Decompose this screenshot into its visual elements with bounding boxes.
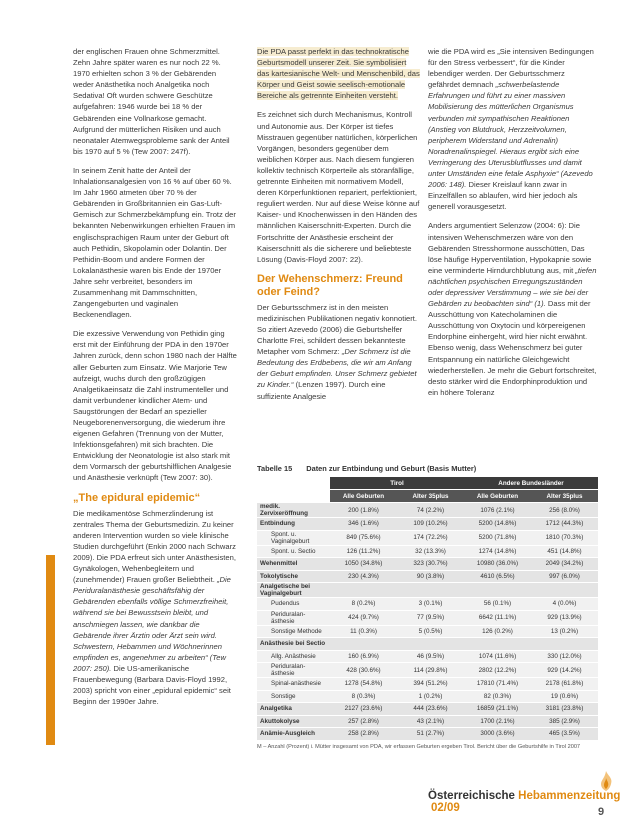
table-cell <box>464 638 531 651</box>
row-label: medik. Zervixeröffnung <box>257 503 330 518</box>
paragraph <box>257 302 420 402</box>
table-row <box>257 558 598 571</box>
table-row <box>257 583 598 598</box>
table-row <box>257 650 598 663</box>
table-row <box>257 703 598 716</box>
table-cell <box>330 638 397 651</box>
paragraph: Es zeichnet sich durch Mechanismus, Kontroll und Autonomie aus. Der Körper ist tiefes Misstrauen gegenüber natürlichen, körperlichen Vorgängen, besonders gegenüber dem weiblichen Körper aus. Nach diesem fungieren kollektiv technisch Körperteile als störanfällige, getrennte Einheiten mit normativem Modell, deren Körperfunktionen repariert, perfektioniert, reguliert werden. Nur auf diese Weise könne auf Kaiser- und Knochenwissen in den Händen des männlichen Kaiserschnitt-Experten. Durch die Fortschritte der Anästhesie erscheint der Kaiserschnitt als die sicherere und beliebteste Lösung (Davis-Floyd 2007: 22). <box>257 110 420 264</box>
magazine-name-accent: Hebammenzeitung <box>518 790 621 802</box>
row-label: Spont. u. Sectio <box>257 545 330 558</box>
text-column-1 <box>73 46 237 715</box>
table-cell: 2049 (34.2%) <box>531 558 598 571</box>
table-cell: 46 (9.5%) <box>397 650 464 663</box>
table-row <box>257 530 598 545</box>
table-row <box>257 625 598 638</box>
table-cell: 114 (29.8%) <box>397 663 464 678</box>
table-number: Tabelle 15 <box>257 464 293 473</box>
table-cell: 4610 (6.5%) <box>464 570 531 583</box>
row-label: Analgetika <box>257 703 330 716</box>
highlighted-text: Die PDA passt perfekt in das technokratische Geburtsmodell unserer Zeit. Sie symbolisiert das kartesianische Welt- und Menschenbild, das Körper und Geist sowie seelisch-emotionale Bereiche als getrennte Einheiten versteht. <box>257 47 420 101</box>
table-cell: 32 (13.3%) <box>397 545 464 558</box>
table-cell: 849 (75.6%) <box>330 530 397 545</box>
paragraph-text: Die medikamentöse Schmerzlinderung ist zentrales Thema der Geburtsmedizin. Zu keiner anderen Intervention wurden so viele klinische Studien durchgeführt (Enkin 2000 nach Schwarz 2009). Die PDA erfreut sich unter Anästhesisten, Gynäkologen, Wehenbegleitern und (zunehmender) Frauen großer Beliebtheit. <box>73 508 236 585</box>
row-label: Anämie-Ausgleich <box>257 728 330 741</box>
table-cell: 1 (0.2%) <box>397 690 464 703</box>
table-cell: 8 (0.3%) <box>330 690 397 703</box>
paragraph-text: Die US-amerikanische Frauenbewegung (Barbara Davis-Floyd 1992, 2003) spricht von einer „epidural epidemic“ seit Beginn der 1990er Jahre. <box>73 663 231 707</box>
column-header: Alter 35plus <box>531 490 598 503</box>
table-cell: 1712 (44.3%) <box>531 518 598 531</box>
table-cell: 74 (2.2%) <box>397 503 464 518</box>
table-cell <box>397 638 464 651</box>
table-cell: 90 (3.8%) <box>397 570 464 583</box>
table-cell: 3 (0.1%) <box>397 598 464 611</box>
row-label: Sonstige <box>257 690 330 703</box>
table-cell: 1076 (2.1%) <box>464 503 531 518</box>
table-cell: 126 (11.2%) <box>330 545 397 558</box>
table-cell: 997 (6.0%) <box>531 570 598 583</box>
flame-logo-icon <box>598 770 614 792</box>
table-cell: 929 (13.9%) <box>531 610 598 625</box>
quote-text: „Die Periduralanästhesie geschäftsfähig der Gebärenden ebenfalls völlige Schmerzfreiheit, während sie bei Bewusstsein bleibt, und anschmiegen lassen, wie dankbar die Gebärende ihrer Ärztin oder Ärzt sein wird. Schwestern, Hebammen und Wöchnerinnen empfinden es, angenehmer zu arbeiten“ (Tew 2007: 250). <box>73 575 231 673</box>
table-cell <box>397 583 464 598</box>
table-cell: 8 (0.2%) <box>330 598 397 611</box>
paragraph-text: (Lenzen 1997). Durch eine suffiziente Analgesie <box>257 380 386 401</box>
table-cell <box>464 583 531 598</box>
table-cell: 1274 (14.8%) <box>464 545 531 558</box>
table-row <box>257 728 598 741</box>
page-number: 9 <box>598 806 605 818</box>
data-table-block <box>257 464 598 751</box>
table-row <box>257 545 598 558</box>
table-row <box>257 598 598 611</box>
table-cell: 1050 (34.8%) <box>330 558 397 571</box>
table-cell: 258 (2.8%) <box>330 728 397 741</box>
table-cell <box>330 583 397 598</box>
table-header-row <box>257 490 598 503</box>
table-row <box>257 638 598 651</box>
quote-text: „Der Schmerz ist die Bedeutung des Erdbebens, die wir am Anfang der Geburt empfinden. Unser Schmerz gebietet zu Kinder.“ <box>257 347 417 390</box>
table-cell: 3000 (3.6%) <box>464 728 531 741</box>
table-cell: 19 (0.6%) <box>531 690 598 703</box>
table-cell: 424 (9.7%) <box>330 610 397 625</box>
section-heading-epidural: „The epidural epidemic“ <box>73 491 201 504</box>
paragraph <box>428 220 598 398</box>
table-cell: 82 (0.3%) <box>464 690 531 703</box>
paragraph-text: wie die PDA wird es „Sie intensiven Bedingungen für den Stress verbessert“, für die Kinder lebendiger werden. Der Geburtsschmerz gefährdet demnach <box>428 47 594 90</box>
row-label: Periduralan-ästhesie <box>257 663 330 678</box>
table-group-header: Andere Bundesländer <box>464 477 598 490</box>
table-cell: 51 (2.7%) <box>397 728 464 741</box>
table-group-header-row <box>257 477 598 490</box>
table-cell: 5 (0.5%) <box>397 625 464 638</box>
paragraph-text: Dieser Kreislauf kann zwar in Einzelfällen so ablaufen, wird hier jedoch als generell vorausgesetzt. <box>428 180 578 212</box>
row-label: Analgetische bei Vaginalgeburt <box>257 583 330 598</box>
paragraph-text: Der Geburtsschmerz ist in den meisten medizinischen Publikationen negativ konnotiert. So zitiert Azevedo (2006) die Geburtshelfer Charlotte Frei, schildert dessen bekannteste Metapher vom Schmerz: <box>257 302 417 357</box>
table-row <box>257 610 598 625</box>
paragraph-text: Anders argumentiert Selenzow (2004: 6): Die intensiven Wehenschmerzen wäre von den Gebärenden Stresshormone ausschütten, Das löse häufige Hyperventilation, Hypokapnie sowie eine verminderte Hirndurchblutung aus, mit <box>428 221 592 275</box>
paragraph <box>428 46 598 212</box>
table-cell: 2178 (61.8%) <box>531 678 598 691</box>
row-label: Spont. u. Vaginalgeburt <box>257 530 330 545</box>
table-cell: 174 (72.2%) <box>397 530 464 545</box>
table-cell: 43 (2.1%) <box>397 715 464 728</box>
paragraph: In seinem Zenit hatte der Anteil der Inhalationsanalgesien von 16 % auf über 60 %. Im Jahr 1960 atmeten über 70 % der Gebärenden in Großbritannien ein Gas-Luft-Gemisch zur Schmerzbekämpfung ein. Trotz der bekannten Nebenwirkungen erhielten Frauen im englischsprachigen Raum unter der Geburt oft auch Pethidin, Skopolamin oder Dolantin. Der Pethidin-Boom und andere Formen der Lokalanästhesie waren bis Ende der 1970er Jahre sehr verbreitet, besonders im Zusammenhang mit Dammschnitten, Zangengeburten und vaginalen Beckenendlagen. <box>73 165 236 320</box>
quote-text: „tiefen nächtlichen psychischen Erregungszuständen oder depressiver Verstimmung – wie sie bei der Gebärden zu beobachten sind“ (1). <box>428 265 597 309</box>
table-cell: 126 (0.2%) <box>464 625 531 638</box>
table-cell: 3181 (23.8%) <box>531 703 598 716</box>
table-cell: 330 (12.0%) <box>531 650 598 663</box>
row-label: Sonstige Methode <box>257 625 330 638</box>
table-cell: 256 (8.0%) <box>531 503 598 518</box>
table-row <box>257 690 598 703</box>
paragraph: Die exzessive Verwendung von Pethidin ging erst mit der Einführung der PDA in den 1970er Jahren zurück, denn schon 1980 nach der Hälfte aller Geburten zum Einsatz. Wie Marjorie Tew aufzeigt, wuchs durch den großzügigen Analgetikaeinsatz die Zahl instrumenteller und damit verbundener kindlicher Atem- und Saugstörungen der Bedarf an spezieller Neugeborenenversorgung, die wiederum ihre eigenen Gefahren (Trennung von der Mutter, Infektionsgefahren) mit sich brachten. Die Entwicklung der Neonatologie ist also stark mit dem Vormarsch der geburtshilflichen Analgesie und Anästhesie verknüpft (Tew 2007: 30). <box>73 329 237 483</box>
section-heading-wehenschmerz: Der Wehenschmerz: Freund oder Feind? <box>257 272 403 298</box>
row-label: Entbindung <box>257 518 330 531</box>
table-cell: 444 (23.6%) <box>397 703 464 716</box>
paragraph-text: Dass mit der Ausschüttung von Katecholaminen die Ausschüttung von Oxytocin und körpereigenen Endorphine einhergeht, wird hier nicht erwähnt. Ebenso wenig, dass Wehenschmerz bei guter Entspannung ein natürliche Gleichgewicht wiederherstellen. Je mehr die Geburt fortschreitet, desto stärker wird die Endorphinproduktion und ein höhere Toleranz <box>428 299 597 397</box>
table-cell: 230 (4.3%) <box>330 570 397 583</box>
row-label: Pudendus <box>257 598 330 611</box>
table-cell: 5200 (71.8%) <box>464 530 531 545</box>
table-cell: 10980 (36.0%) <box>464 558 531 571</box>
table-cell: 1278 (54.8%) <box>330 678 397 691</box>
column-header: Alter 35plus <box>397 490 464 503</box>
table-cell <box>531 638 598 651</box>
table-cell: 323 (30.7%) <box>397 558 464 571</box>
table-caption: Daten zur Entbindung und Geburt (Basis Mutter) <box>306 464 477 473</box>
table-cell: 451 (14.8%) <box>531 545 598 558</box>
table-footnote: M – Anzahl (Prozent) i. Mütter insgesamt von PDA, wir erfassen Geburten ergeben Tirol. Bericht über die Geburtshilfe in Tirol 2007 <box>257 743 581 750</box>
table-cell: 1810 (70.3%) <box>531 530 598 545</box>
issue-number: 02/09 <box>431 802 460 814</box>
row-label: Tokolytische <box>257 570 330 583</box>
table-cell: 6642 (11.1%) <box>464 610 531 625</box>
table-cell: 11 (0.3%) <box>330 625 397 638</box>
table-title <box>257 464 598 473</box>
table-cell: 1700 (2.1%) <box>464 715 531 728</box>
table-cell: 200 (1.8%) <box>330 503 397 518</box>
quote-text: „schwerbelastende Erfahrungen und führt zu einer massiven Mobilisierung des mütterlichen Organismus verbunden mit sympathischen Reaktionen (Anstieg von Blutdruck, Herzzeitvolumen, peripherem Widerstand und Adrenalin) Noradrenalinspiegel. Hieraus ergibt sich eine Verringerung des Uterusblutflusses und damit unter Umständen eine fetale Asphyxie“ (Azevedo 2006: 148). <box>428 80 593 190</box>
table-cell: 4 (0.0%) <box>531 598 598 611</box>
table-cell: 394 (51.2%) <box>397 678 464 691</box>
table-cell: 2802 (12.2%) <box>464 663 531 678</box>
text-column-3 <box>428 46 598 406</box>
row-label: Anästhesie bei Sectio <box>257 638 330 651</box>
table-cell: 56 (0.1%) <box>464 598 531 611</box>
table-row <box>257 663 598 678</box>
row-label: Allg. Anästhesie <box>257 650 330 663</box>
table-cell: 465 (3.5%) <box>531 728 598 741</box>
table-row <box>257 503 598 518</box>
table-cell: 2127 (23.6%) <box>330 703 397 716</box>
paragraph <box>257 46 420 101</box>
table-cell: 5200 (14.8%) <box>464 518 531 531</box>
text-column-2 <box>257 46 420 410</box>
table-body <box>257 503 598 741</box>
table-cell: 77 (9.5%) <box>397 610 464 625</box>
table-cell: 17810 (71.4%) <box>464 678 531 691</box>
magazine-name: Österreichische <box>428 790 515 802</box>
row-label: Wehenmittel <box>257 558 330 571</box>
table-cell: 16859 (21.1%) <box>464 703 531 716</box>
table-row <box>257 678 598 691</box>
table-cell: 13 (0.2%) <box>531 625 598 638</box>
table-cell: 109 (10.2%) <box>397 518 464 531</box>
table-cell <box>531 583 598 598</box>
column-header: Alle Geburten <box>330 490 397 503</box>
table-cell: 428 (30.6%) <box>330 663 397 678</box>
margin-accent-bar <box>46 555 55 745</box>
table-cell: 257 (2.8%) <box>330 715 397 728</box>
table-cell: 385 (2.9%) <box>531 715 598 728</box>
data-table <box>257 477 598 741</box>
table-row <box>257 518 598 531</box>
table-cell: 1074 (11.6%) <box>464 650 531 663</box>
row-label: Akuttokolyse <box>257 715 330 728</box>
table-cell: 160 (6.9%) <box>330 650 397 663</box>
table-row <box>257 715 598 728</box>
paragraph: der englischen Frauen ohne Schmerzmittel. Zehn Jahre später waren es nur noch 22 %. 1970 erhielten schon 3 % der Gebärenden weder Anästhetika noch Analgetika noch Sedativa! Oft wurden schwere Geschütze aufgefahren: 1946 wurde bei 18 % der Gebärenden eine Vollnarkose gemacht. Aufgrund der mütterlichen Risiken und auch neonataler Atemwegsprobleme sank der Anteil bis 1970 auf 5 % (Tew 2007: 247f). <box>73 47 230 156</box>
table-row <box>257 570 598 583</box>
table-cell: 929 (14.2%) <box>531 663 598 678</box>
paragraph <box>73 508 237 708</box>
row-label: Spinal-anästhesie <box>257 678 330 691</box>
row-label: Periduralan-ästhesie <box>257 610 330 625</box>
table-cell: 346 (1.6%) <box>330 518 397 531</box>
column-header: Alle Geburten <box>464 490 531 503</box>
table-group-header: Tirol <box>330 477 464 490</box>
